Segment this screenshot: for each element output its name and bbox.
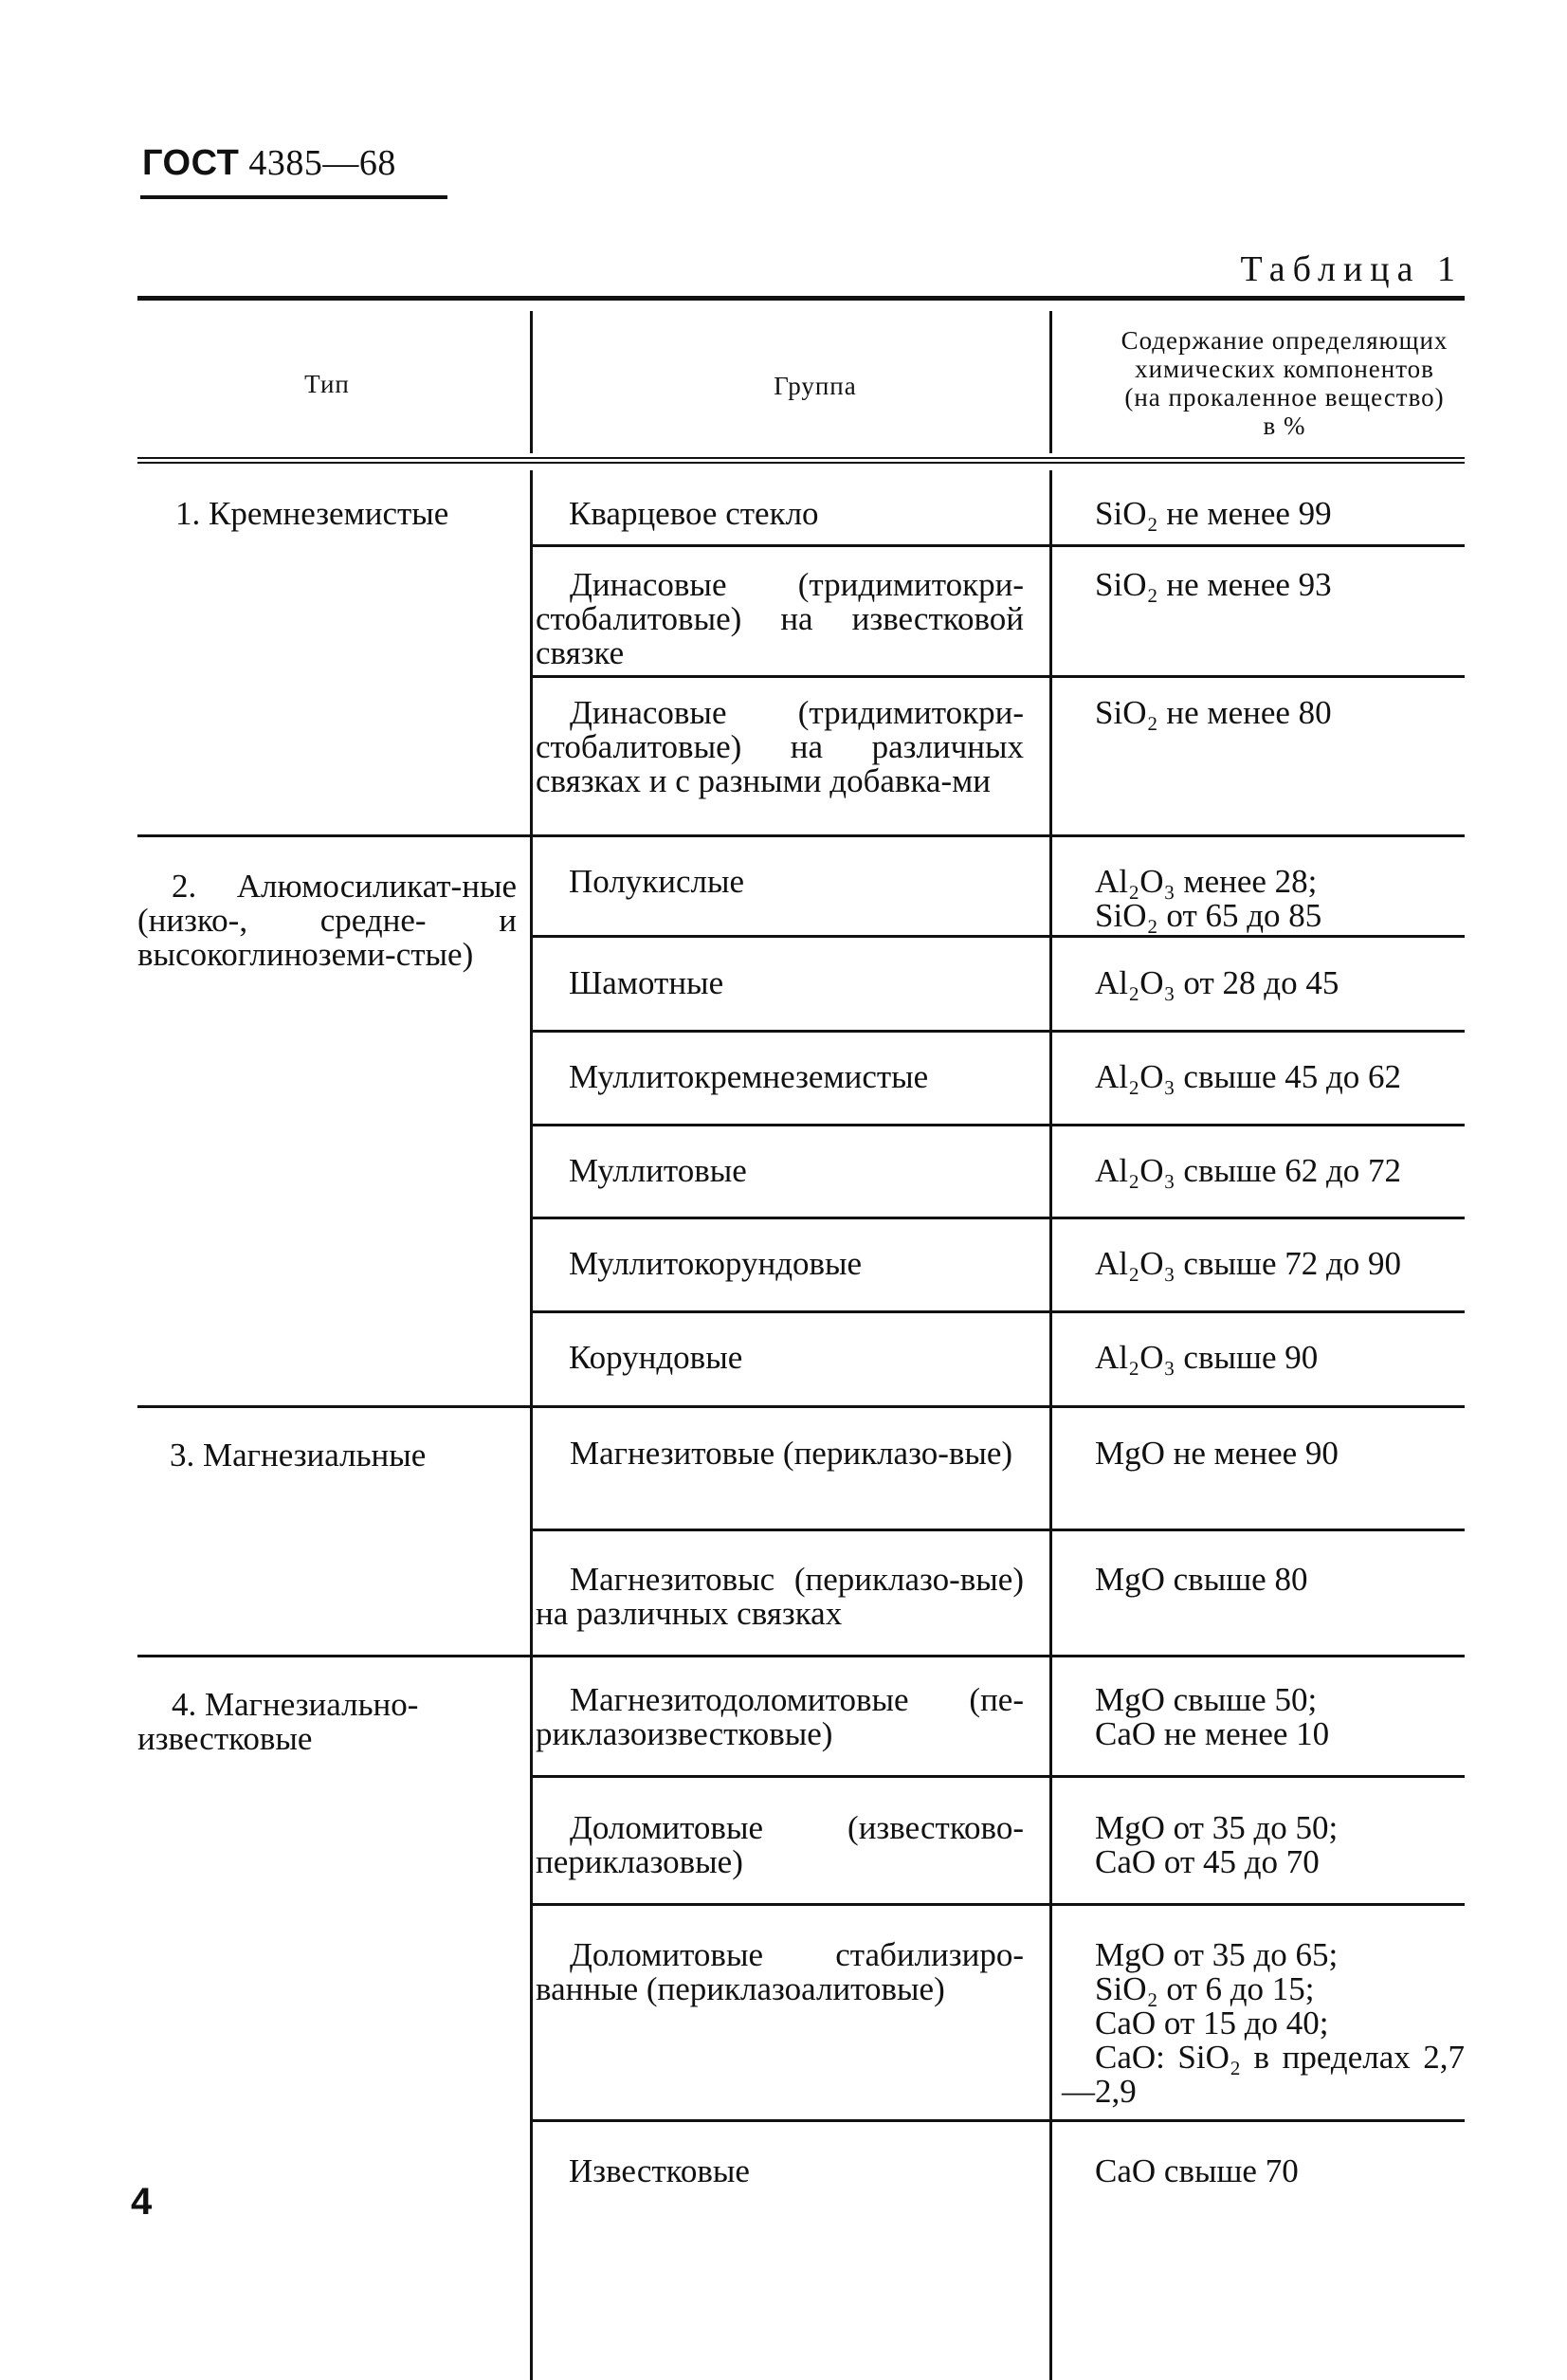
row-separator — [530, 1529, 1465, 1531]
content-line: CaO: SiO₂ в пределах 2,7—2,9 — [1062, 2039, 1465, 2110]
row-separator — [530, 1310, 1465, 1313]
content-line: CaO не менее 10 — [1095, 1715, 1330, 1752]
content-line: CaO от 15 до 40; — [1095, 2005, 1329, 2041]
group-cell: Динасовые (тридимитокри-стобалитовые) на известковой связке — [536, 566, 1024, 671]
row-separator — [530, 2119, 1465, 2122]
row-separator — [530, 1030, 1465, 1033]
type-label: 2. Алюмосиликат-ные (низко-, средне- и высокоглиноземи-стые) — [137, 868, 517, 973]
col-header-content-line: Содержание определяющих — [1121, 326, 1449, 355]
content-cell — [1095, 1683, 1465, 1751]
content-line: SiO₂ от 6 до 15; — [1095, 1970, 1315, 2007]
row-separator — [530, 1217, 1465, 1219]
group-cell: Шамотные — [569, 964, 724, 1001]
standard-code — [142, 142, 396, 184]
row-separator — [530, 1124, 1465, 1126]
col-header-content — [1085, 326, 1484, 440]
content-line: MgO от 35 до 65; — [1095, 1936, 1339, 1973]
col-header-content-line: в % — [1263, 412, 1306, 440]
row-separator — [530, 675, 1465, 678]
col-header-type: Тип — [304, 370, 350, 398]
group-cell: Магнезитовые (периклазо-вые) — [570, 1435, 1013, 1472]
content-cell: SiO₂ не менее 99 — [1095, 495, 1332, 532]
content-line: Al₂O₃ менее 28; — [1095, 863, 1318, 900]
col-header-content-line: химических компонентов — [1135, 355, 1434, 383]
group-cell: Динасовые (тридимитокри-стобалитовые) на различных связках и с разными добавка-ми — [536, 694, 1024, 799]
content-cell: Al₂O₃ от 28 до 45 — [1095, 964, 1339, 1001]
content-cell: MgO свыше 80 — [1095, 1561, 1308, 1598]
col-divider — [1049, 470, 1052, 2380]
header-underline — [140, 195, 447, 199]
table-top-rule — [137, 296, 1465, 301]
type-separator — [137, 1405, 1465, 1408]
content-line: MgO свыше 50; — [1095, 1681, 1318, 1718]
group-cell: Корундовые — [569, 1339, 743, 1376]
group-cell: Доломитовые (известково-периклазовые) — [536, 1809, 1024, 1880]
col-header-group: Группа — [774, 372, 857, 400]
row-separator — [530, 935, 1465, 938]
content-cell — [1095, 1811, 1465, 1879]
type-label: 4. Магнезиально-известковые — [137, 1686, 419, 1757]
group-cell: Кварцевое стекло — [569, 495, 819, 532]
group-cell: Муллитокремнеземистые — [569, 1058, 929, 1095]
content-line: SiO₂ от 65 до 85 — [1095, 897, 1322, 934]
content-line: CaO от 45 до 70 — [1095, 1843, 1320, 1880]
content-cell: Al₂O₃ свыше 90 — [1095, 1339, 1319, 1376]
row-separator — [530, 1903, 1465, 1906]
group-cell: Магнезитовыс (периклазо-вые) на различных связках — [536, 1561, 1024, 1632]
type-label: 3. Магнезиальные — [170, 1437, 427, 1474]
group-cell: Магнезитодоломитовые (пе-риклазоизвестковые) — [536, 1681, 1024, 1752]
type-separator — [137, 834, 1465, 837]
content-cell: CaO свыше 70 — [1095, 2152, 1299, 2189]
content-cell: MgO не менее 90 — [1095, 1435, 1339, 1472]
content-cell — [1062, 1938, 1465, 2109]
table-caption: Таблица 1 — [1240, 249, 1463, 289]
header-double-rule — [137, 457, 1465, 464]
row-separator — [530, 544, 1465, 547]
type-separator — [137, 1655, 1465, 1657]
standard-number: 4385—68 — [248, 143, 396, 183]
group-cell: Известковые — [569, 2152, 750, 2189]
content-cell: Al₂O₃ свыше 45 до 62 — [1095, 1058, 1402, 1095]
content-line: MgO от 35 до 50; — [1095, 1809, 1339, 1846]
content-cell: Al₂O₃ свыше 72 до 90 — [1095, 1245, 1402, 1282]
group-cell: Доломитовые стабилизиро-ванные (периклазоалитовые) — [536, 1936, 1024, 2007]
page-number: 4 — [131, 2181, 153, 2223]
col-divider — [530, 470, 533, 2380]
content-cell — [1095, 865, 1465, 933]
col-divider — [1049, 311, 1052, 453]
content-cell: SiO₂ не менее 93 — [1095, 566, 1332, 603]
type-label: 1. Кремнеземистые — [175, 495, 449, 532]
col-header-content-line: (на прокаленное вещество) — [1124, 383, 1445, 412]
standard-abbr: ГОСТ — [142, 143, 240, 183]
group-cell: Муллитокорундовые — [569, 1245, 863, 1282]
content-cell: SiO₂ не менее 80 — [1095, 694, 1332, 731]
group-cell: Полукислые — [569, 863, 745, 900]
col-divider — [530, 311, 533, 453]
content-cell: Al₂O₃ свыше 62 до 72 — [1095, 1152, 1402, 1189]
row-separator — [530, 1775, 1465, 1778]
group-cell: Муллитовые — [569, 1152, 747, 1189]
